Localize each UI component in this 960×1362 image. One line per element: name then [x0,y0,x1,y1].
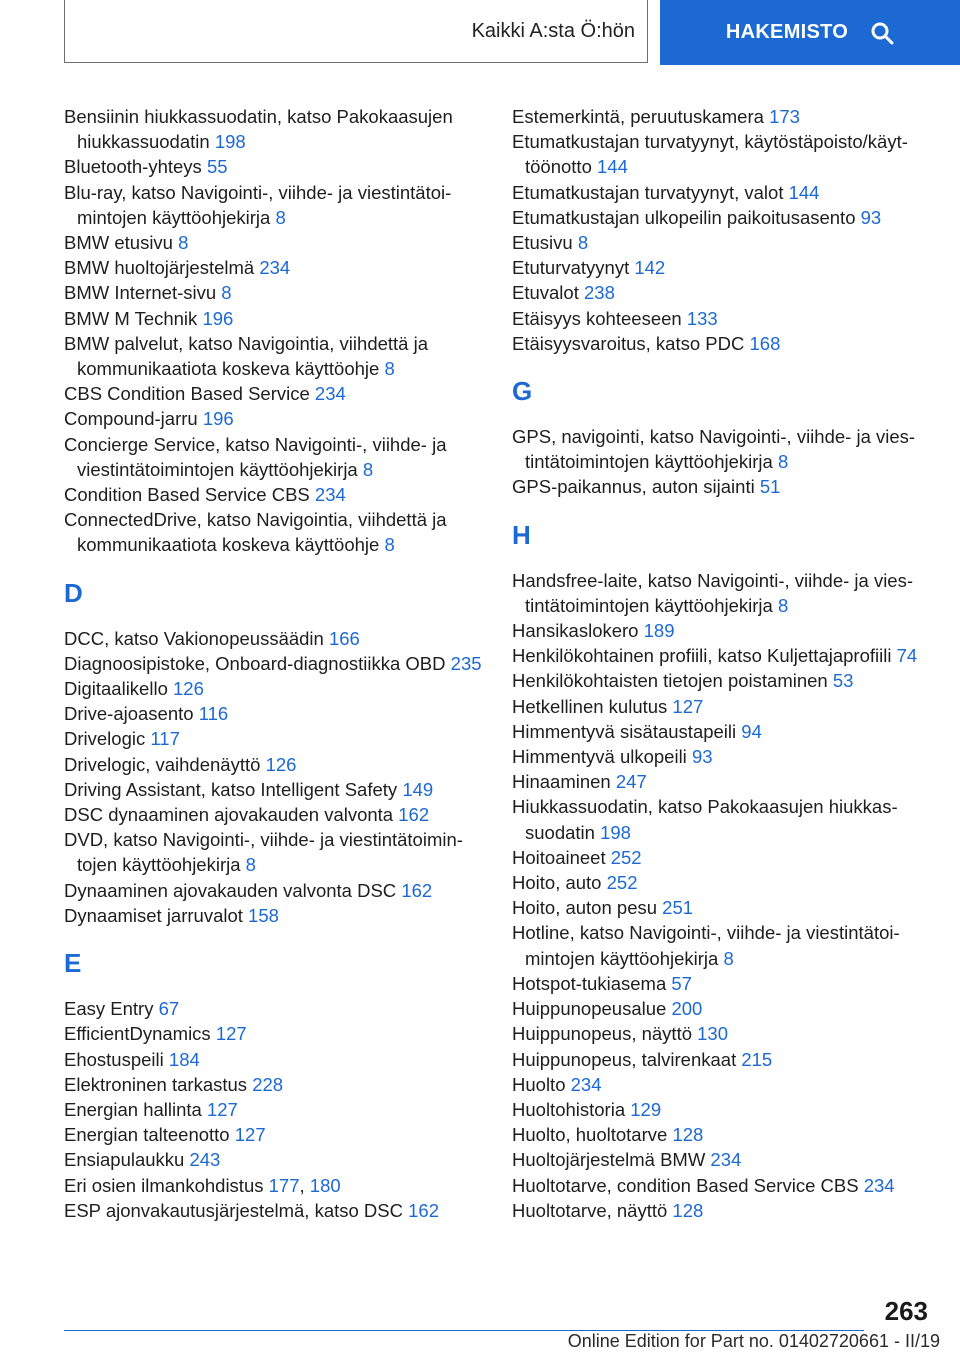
index-entry [512,306,942,331]
index-entry-text: DSC dynaaminen ajovakauden valvonta [64,804,394,826]
index-entry-text: Bensiinin hiukkassuodatin, katso Pakokaasujen hiukkassuodatin [64,106,453,153]
index-entry-text: Compound-jarru [64,408,198,430]
search-icon[interactable] [870,21,894,45]
index-entry-text: Huippunopeusalue [512,998,667,1020]
index-entry [64,701,494,726]
page-link[interactable]: 235 [450,652,482,674]
index-entry [512,1122,942,1147]
index-entry [512,255,942,280]
index-entry [512,1147,942,1172]
footer-text: Online Edition for Part no. 01402720661 - II/19 [567,1331,940,1351]
index-entry [64,1198,494,1223]
index-entry [64,381,494,406]
index-entry-text: Etumatkustajan ulkopeilin paikoitusasento [512,206,856,228]
index-entry-text: Henkilökohtaisten tietojen poistaminen [512,670,828,692]
index-entry-text: ESP ajonvakautusjärjestelmä, katso DSC [64,1199,403,1221]
page-link[interactable]: 55 [206,156,228,178]
index-entry-text: Etuturvatyynyt [512,257,630,279]
index-entry-text: Hiukkassuodatin, katso Pakokaasujen hiukkassuodatin [512,796,898,843]
page-link[interactable]: 74 [896,645,918,667]
index-entry-text: Huolto [512,1073,566,1095]
index-entry-text: DCC, katso Vakionopeussäädin [64,627,324,649]
index-entry-text: Huoltojärjestelmä BMW [512,1149,706,1171]
index-entry [512,744,942,769]
index-entry [64,1047,494,1072]
index-entry [512,1021,942,1046]
index-entry [64,1021,494,1046]
index-entry [64,1122,494,1147]
index-entry-text: Ensiapulaukku [64,1149,185,1171]
index-entry-text: Hansikaslokero [512,620,639,642]
page-link[interactable]: 234 [710,1149,742,1171]
index-entry [64,255,494,280]
index-entry [64,752,494,777]
index-entry-text: Elektroninen tarkastus [64,1073,248,1095]
index-entry [64,1072,494,1097]
index-entry [512,104,942,129]
page-link[interactable]: 184 [168,1048,200,1070]
index-entry-text: Huippunopeus, näyttö [512,1023,692,1045]
page-link[interactable]: 8 [384,358,395,380]
index-entry-text: Dynaaminen ajovakauden valvonta DSC [64,879,397,901]
page-link[interactable]: 130 [697,1023,729,1045]
page-link[interactable]: 127 [215,1023,247,1045]
index-entry-text: Drivelogic [64,728,146,750]
page-number: 263 [884,1296,928,1326]
page-link[interactable]: 8 [245,854,256,876]
index-entry [64,777,494,802]
index-entry [512,568,942,618]
index-entry [512,996,942,1021]
index-entry-text: Hoito, auto [512,872,602,894]
index-entry [64,676,494,701]
page-link[interactable]: 243 [189,1149,221,1171]
index-entry [512,920,942,970]
index-entry [64,406,494,431]
page-link[interactable]: 247 [615,771,647,793]
page-link[interactable]: 8 [221,282,232,304]
page-link[interactable]: 234 [863,1174,895,1196]
header [0,0,960,66]
index-entry [512,474,942,499]
index-entry-text: Concierge Service, katso Navigointi-, viihde- ja viestintätoimintojen käyttöohjekirja [64,433,447,480]
index-entry-text: Easy Entry [64,998,154,1020]
index-entry [512,769,942,794]
index-entry-text: Digitaalikello [64,678,168,700]
az-tab-label: Kaikki A:sta Ö:hön [471,19,635,42]
page-link[interactable]: 128 [672,1124,704,1146]
index-entry-text: Hoitoaineet [512,846,606,868]
page-link[interactable]: 8 [178,232,189,254]
page-link[interactable]: 196 [202,307,234,329]
index-entry [512,129,942,179]
page-link[interactable]: 126 [173,678,204,700]
page-link[interactable]: 149 [402,778,434,800]
index-entry [64,996,494,1021]
index-entry [64,432,494,482]
index-entry [512,643,942,668]
index-entry-text: Diagnoosipistoke, Onboard-diagnostiikka OBD [64,652,446,674]
page-link[interactable]: 162 [401,879,433,901]
page-link[interactable]: 127 [206,1098,238,1120]
page-link[interactable]: 8 [384,534,395,556]
page-link[interactable]: 8 [723,947,734,969]
index-entry [512,668,942,693]
index-entry [64,104,494,154]
index-entry-text: BMW Internet-sivu [64,282,217,304]
page-link[interactable]: 116 [198,703,229,725]
page-link[interactable]: 142 [634,257,666,279]
index-entry [512,694,942,719]
page-link[interactable]: 166 [328,627,360,649]
index-entry-text: Himmentyvä sisätaustapeili [512,720,737,742]
page-link[interactable]: 252 [610,846,642,868]
index-entry-text: BMW huoltojärjestelmä [64,257,255,279]
page-link[interactable]: 238 [584,282,615,304]
index-entry-text: Henkilökohtainen profiili, katso Kuljettajaprofiili [512,645,892,667]
index-entry [64,280,494,305]
page-link[interactable]: 173 [769,106,800,127]
page-link[interactable]: 8 [275,206,286,228]
index-entry-text: Drivelogic, vaihdenäyttö [64,753,261,775]
index-entry [512,1173,942,1198]
page-link[interactable]: 177 [268,1174,300,1196]
page-link[interactable]: 234 [570,1073,602,1095]
index-entry [64,878,494,903]
index-entry-text: GPS, navigointi, katso Navigointi-, viihde- ja viestintätoimintojen käyttöohjekirja [512,426,916,473]
index-entry [64,1147,494,1172]
index-letter-heading: H [512,519,531,550]
index-entry-text: GPS-paikannus, auton sijainti [512,476,755,498]
index-entry [512,280,942,305]
index-entry-text: Etumatkustajan turvatyynyt, valot [512,181,784,203]
page-link[interactable]: 180 [309,1174,341,1196]
az-tab[interactable] [64,0,648,63]
page-link[interactable]: 127 [234,1124,266,1146]
index-entry: Eri osien ilmankohdistus 177, 180 [64,1174,341,1196]
page-link[interactable]: 189 [643,620,675,642]
index-entry-text: Energian talteenotto [64,1124,230,1146]
index-tab-label: HAKEMISTO [725,21,849,43]
index-entry-text: Himmentyvä ulkopeili [512,746,687,768]
index-entry-text: EfficientDynamics [64,1023,211,1045]
page-link[interactable]: 117 [150,728,180,750]
index-letter-heading: E [64,948,82,979]
index-entry [512,424,942,474]
index-entry-text: Condition Based Service CBS [64,484,310,506]
index-entry-text: Huoltotarve, näyttö [512,1199,668,1221]
index-entry [512,1072,942,1097]
index-entry [64,180,494,230]
index-entry [512,230,942,255]
page-link[interactable]: 128 [672,1199,704,1221]
index-entry [64,827,494,877]
index-entry-text: Estemerkintä, peruutuskamera [512,106,764,127]
index-entry [512,1198,942,1223]
index-entry-text: Etusivu [512,232,573,254]
index-entry-text: Hinaaminen [512,771,611,793]
page-link[interactable]: 8 [362,458,374,480]
index-entry [512,971,942,996]
page-link[interactable]: 127 [672,695,704,717]
index-entry-text: ConnectedDrive, katso Navigointia, viihdettä ja kommunikaatiota koskeva käyttöohje [64,509,447,556]
page-link[interactable]: 51 [759,476,781,498]
index-entry [512,845,942,870]
index-entry-text: DVD, katso Navigointi-, viihde- ja viestintätoimintojen käyttöohjekirja [64,829,463,876]
page-link[interactable]: 8 [777,451,789,473]
index-entry [512,331,942,356]
index-entry-text: BMW M Technik [64,307,198,329]
index-entry-text: Bluetooth-yhteys [64,156,202,178]
index-entry-text: Etäisyys kohteeseen [512,307,682,329]
index-entry [512,719,942,744]
index-entry-text: Huippunopeus, talvirenkaat [512,1048,737,1070]
page-link[interactable]: 126 [265,753,297,775]
index-entry-text: Eri osien ilmankohdistus [64,1174,264,1196]
page-link[interactable]: 198 [214,131,246,153]
index-entry [64,626,494,651]
index-entry [64,482,494,507]
index-letter-heading: D [64,577,83,608]
index-entry [512,1097,942,1122]
index-entry-text: Ehostuspeili [64,1048,164,1070]
index-entry [512,1047,942,1072]
page-link[interactable]: 168 [749,332,781,354]
index-entry [64,1097,494,1122]
page-link[interactable]: 129 [630,1098,662,1120]
page-link[interactable]: 93 [691,746,713,768]
page-link[interactable]: 162 [398,804,430,826]
index-entry-text: Huolto, huoltotarve [512,1124,668,1146]
page-link[interactable]: 200 [671,998,703,1020]
index-entry-text: Dynaamiset jarruvalot [64,904,243,926]
page-link[interactable]: 198 [600,821,631,843]
page-link[interactable]: 144 [597,156,628,178]
index-entry [512,895,942,920]
page-link[interactable]: 234 [259,257,291,279]
index-entry-text: Hotline, katso Navigointi-, viihde- ja viestintätoimintojen käyttöohjekirja [512,922,900,969]
page-link[interactable]: 251 [662,897,694,919]
index-entry-text: BMW palvelut, katso Navigointia, viihdettä ja kommunikaatiota koskeva käyttöohje [64,332,429,380]
index-entry-text: Etuvalot [512,282,579,304]
index-entry-text: Huoltotarve, condition Based Service CBS [512,1174,859,1196]
page-link[interactable]: 133 [686,307,718,329]
index-column-left [64,104,494,1223]
index-entry-text: Etumatkustajan turvatyynyt, käytöstäpoisto/käyttöönotto [512,131,908,178]
index-entry-text: Driving Assistant, katso Intelligent Safety [64,778,398,800]
index-entry [64,802,494,827]
page-link[interactable]: 252 [606,872,638,894]
index-entry [512,618,942,643]
page-link[interactable]: 53 [832,670,854,692]
index-entry [64,651,494,676]
page-link[interactable]: 215 [741,1048,773,1070]
index-entry [512,794,942,844]
index-entry-text: Etäisyysvaroitus, katso PDC [512,332,745,354]
page-link[interactable]: 144 [788,181,820,203]
page-link[interactable]: 196 [202,408,234,430]
index-tab[interactable] [660,0,960,65]
index-entry [64,331,494,381]
index-entry [512,870,942,895]
index-entry [64,726,494,751]
page-link[interactable]: 93 [860,206,882,228]
page-link[interactable]: 162 [408,1199,440,1221]
page-link[interactable]: 8 [577,232,589,254]
index-entry-text: Energian hallinta [64,1098,202,1120]
index-entry-text: Hetkellinen kulutus [512,695,668,717]
page-link[interactable]: 67 [158,998,180,1020]
page-link[interactable]: 228 [252,1073,284,1095]
index-entry-text: Huoltohistoria [512,1098,626,1120]
page-link[interactable]: 234 [314,383,346,405]
index-entry-text: CBS Condition Based Service [64,383,310,405]
page-link[interactable]: 57 [671,972,692,994]
index-letter-heading: G [512,376,533,407]
index-entry-text: BMW etusivu [64,232,173,254]
index-entry [512,180,942,205]
index-entry-text: Blu-ray, katso Navigointi-, viihde- ja viestintätoimintojen käyttöohjekirja [64,181,452,228]
page-link[interactable]: 94 [741,720,762,742]
page-link[interactable]: 234 [314,484,346,506]
index-entry [64,230,494,255]
index-entry [64,507,494,557]
index-entry [64,306,494,331]
index-entry-text: Drive-ajoasento [64,703,194,725]
index-column-right [512,104,942,1223]
index-entry-text: Handsfree-laite, katso Navigointi-, viihde- ja viestintätoimintojen käyttöohjekirja [512,569,914,616]
page-link[interactable]: 8 [777,594,789,616]
index-entry [64,903,494,928]
index-entry-text: Hoito, auton pesu [512,897,658,919]
index-entry-text: Hotspot-tukiasema [512,972,667,994]
page-link[interactable]: 158 [248,904,279,926]
index-entry [64,154,494,179]
index-entry [512,205,942,230]
